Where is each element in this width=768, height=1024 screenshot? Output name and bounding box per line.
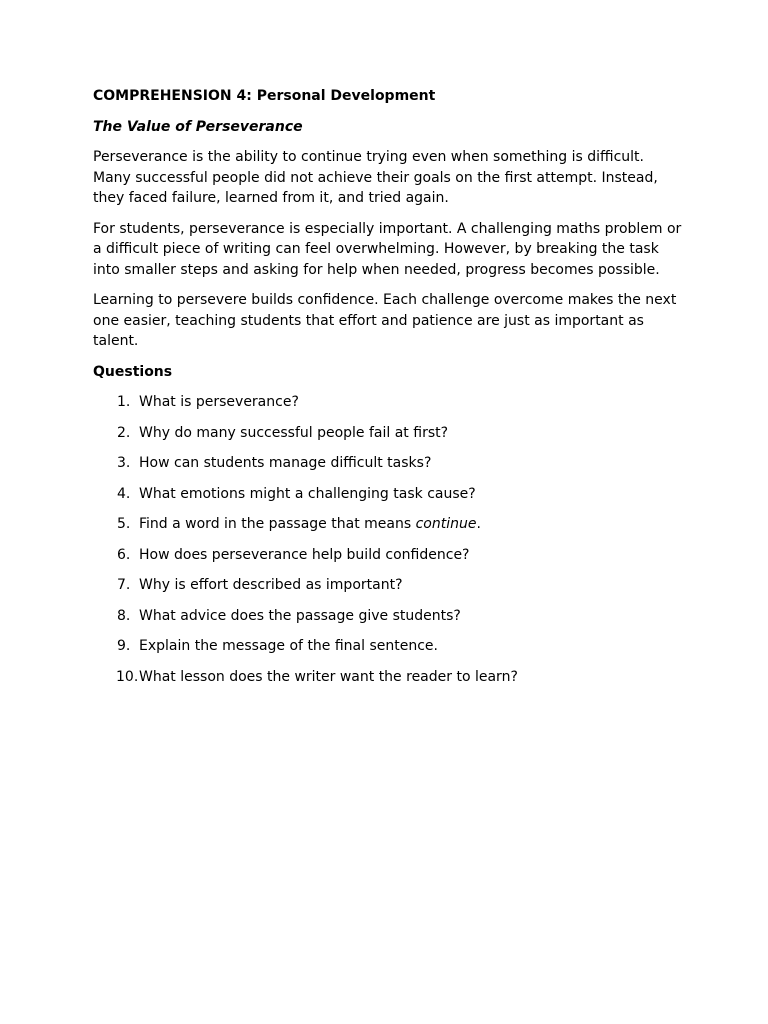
question-item [93,636,683,657]
question-text-after: . [476,516,481,532]
question-item [93,392,683,413]
question-text: What advice does the passage give students? [139,607,461,624]
question-number: 2. [117,424,131,441]
document-heading: COMPREHENSION 4: Personal Development [93,88,436,104]
question-text-before: Find a word in the passage that means [139,516,416,532]
question-number: 1. [117,394,131,410]
question-number: 10. [116,668,139,685]
question-text [139,514,683,535]
question-number: 9. [117,638,131,654]
question-number: 5. [117,516,131,532]
question-item [93,545,683,566]
question-number: 8. [117,607,131,624]
document-page [93,86,683,697]
question-item [93,484,683,505]
question-item [93,423,683,444]
passage-paragraph-2: For students, perseverance is especially important. A challenging maths problem or a difficult piece of writing can feel overwhelming. However, by breaking the task into smaller steps and asking for help when needed, progress becomes possible. [93,220,682,278]
question-text: How can students manage difficult tasks? [139,455,432,471]
question-emphasis-word: continue [415,516,477,532]
question-text: What lesson does the writer want the reader to learn? [139,668,518,685]
question-number: 3. [117,455,131,471]
question-text: How does perseverance help build confidence? [139,546,470,563]
passage-title: The Value of Perseverance [93,118,303,135]
question-number: 4. [117,485,131,502]
questions-list [93,392,683,687]
question-text: Explain the message of the final sentence. [139,638,438,654]
question-text: What is perseverance? [139,394,299,410]
questions-heading: Questions [93,363,173,380]
question-text: What emotions might a challenging task cause? [139,485,476,502]
question-item [93,575,683,596]
question-number: 6. [117,546,131,563]
passage-paragraph-3: Learning to persevere builds confidence. Each challenge overcome makes the next one easier, teaching students that effort and patience are just as important as talent. [93,292,677,349]
question-text: Why do many successful people fail at first? [139,424,449,441]
question-text: Why is effort described as important? [139,577,403,593]
question-item [93,453,683,474]
question-item [93,606,683,627]
question-number: 7. [117,577,131,593]
passage-paragraph-1: Perseverance is the ability to continue trying even when something is difficult. Many successful people did not achieve their goals on the first attempt. Instead, they faced failure, learned from it, and tried again. [93,149,658,206]
question-item [93,514,683,535]
question-item [93,667,683,688]
